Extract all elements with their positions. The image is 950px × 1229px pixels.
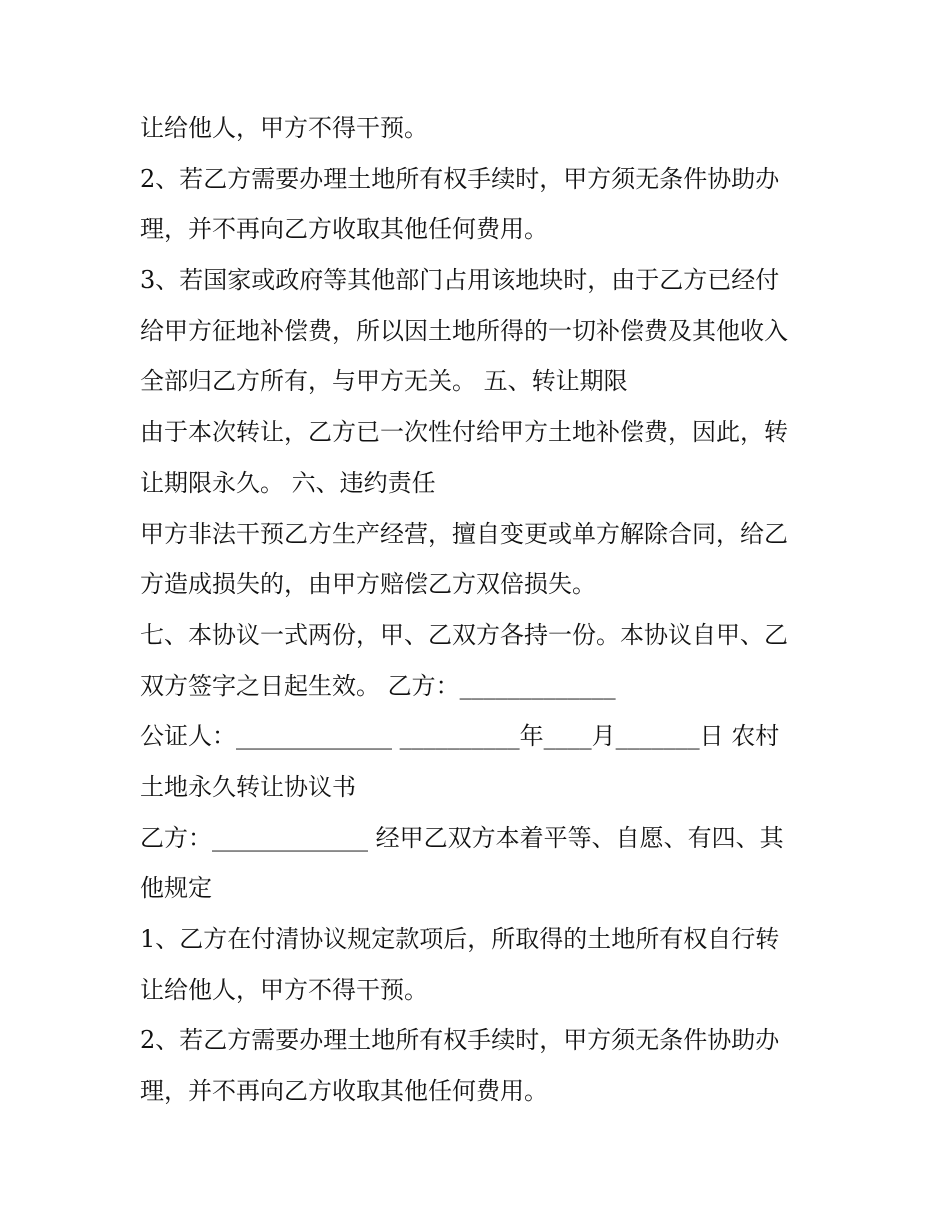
text-line: 3、若国家或政府等其他部门占用该地块时，由于乙方已经付 (140, 266, 780, 294)
text-line: 全部归乙方所有，与甲方无关。 五、转让期限 (140, 367, 628, 395)
text-line: 由于本次转让，乙方已一次性付给甲方土地补偿费，因此，转 (140, 418, 788, 446)
text-line: 甲方非法干预乙方生产经营，擅自变更或单方解除合同，给乙 (140, 520, 788, 548)
text-line: 七、本协议一式两份，甲、乙双方各持一份。本协议自甲、乙 (140, 621, 788, 649)
text-line: 理，并不再向乙方收取其他任何费用。 (140, 1077, 548, 1105)
text-line: 理，并不再向乙方收取其他任何费用。 (140, 215, 548, 243)
text-line: 让期限永久。 六、违约责任 (140, 469, 436, 497)
text-line: 方造成损失的，由甲方赔偿乙方双倍损失。 (140, 570, 596, 598)
text-line: 让给他人，甲方不得干预。 (140, 976, 428, 1004)
text-line: 他规定 (140, 874, 212, 902)
text-line: 公证人：_____________ __________年____月_______日 农村 (140, 722, 780, 750)
text-line: 1、乙方在付清协议规定款项后，所取得的土地所有权自行转 (140, 925, 780, 953)
text-line: 乙方：_____________ 经甲乙双方本着平等、自愿、有四、其 (140, 824, 784, 852)
text-line: 土地永久转让协议书 (140, 773, 356, 801)
text-line: 给甲方征地补偿费，所以因土地所得的一切补偿费及其他收入 (140, 317, 788, 345)
text-line: 2、若乙方需要办理土地所有权手续时，甲方须无条件协助办 (140, 1026, 780, 1054)
text-line: 双方签字之日起生效。 乙方：_____________ (140, 672, 616, 700)
text-line: 2、若乙方需要办理土地所有权手续时，甲方须无条件协助办 (140, 165, 780, 193)
text-line: 让给他人，甲方不得干预。 (140, 114, 428, 142)
